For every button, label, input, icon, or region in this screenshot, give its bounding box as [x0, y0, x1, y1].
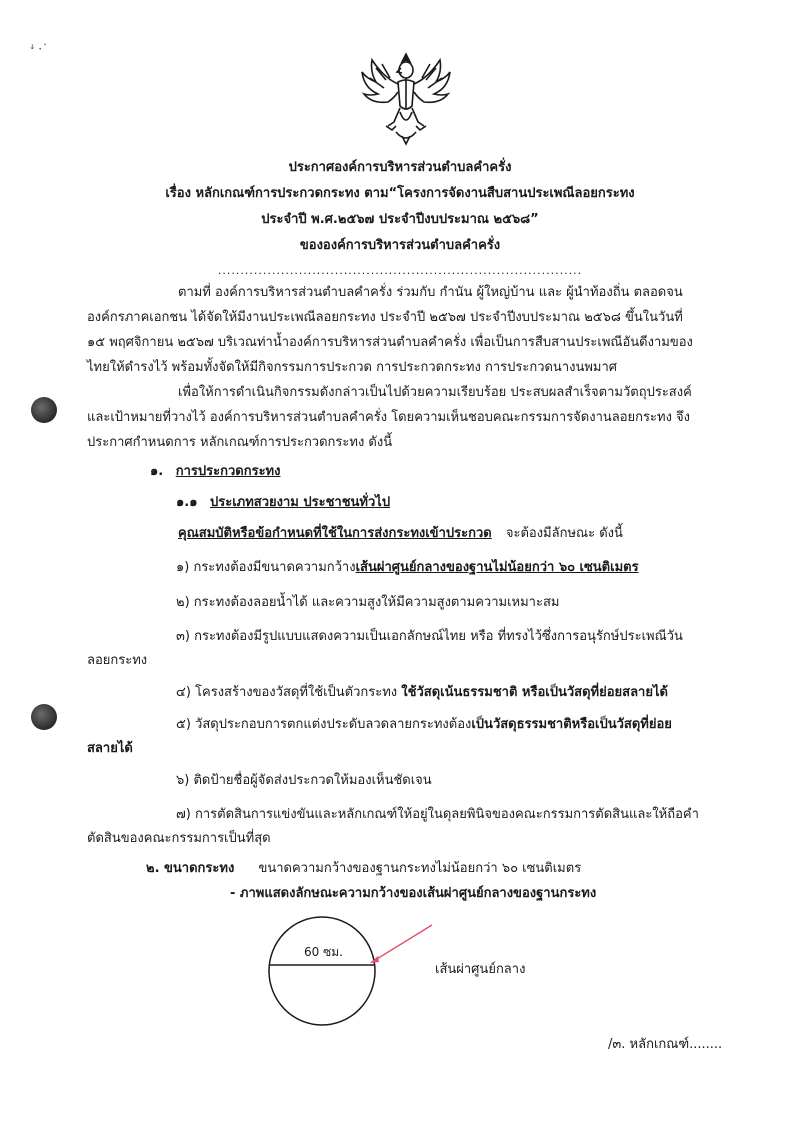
continuation-note: /๓. หลักเกณฑ์........: [608, 1037, 723, 1052]
criteria-item-1-emphasis: เส้นผ่าศูนย์กลางของฐานไม่น้อยกว่า ๖๐ เซนติเมตร: [355, 560, 639, 575]
section1-1-heading: [176, 494, 390, 512]
figure-caption: - ภาพแสดงลักษณะความกว้างของเส้นผ่าศูนย์กลางของฐานกระทง: [230, 886, 597, 901]
announcement-subject: เรื่อง หลักเกณฑ์การประกวดกระทง ตาม“โครงการจัดงานสืบสานประเพณีลอยกระทง: [165, 186, 635, 201]
criteria-item-1-text: ๑) กระทงต้องมีขนาดความกว้าง: [176, 560, 356, 575]
criteria-item-7-line2: ตัดสินของคณะกรรมการเป็นที่สุด: [87, 831, 271, 846]
diagram-measure-label: 60 ซม.: [304, 945, 343, 959]
announcement-title: ประกาศองค์การบริหารส่วนตำบลคำครั่ง: [288, 160, 512, 175]
intro-p2-line2: และเป้าหมายที่วางไว้ องค์การบริหารส่วนตำบลคำครั่ง โดยความเห็นชอบคณะกรรมการจัดงานลอยกระทง จึง: [87, 410, 691, 425]
section2-line: [146, 860, 581, 878]
criteria-item-5-emphasis: เป็นวัสดุธรรมชาติหรือเป็นวัสดุที่ย่อย: [471, 717, 672, 732]
announcement-year-line: ประจำปี พ.ศ.๒๕๖๗ ประจำปีงบประมาณ ๒๕๖๘”: [261, 212, 539, 227]
qualification-suffix: จะต้องมีลักษณะ ดังนี้: [505, 526, 623, 541]
criteria-item-2: ๒) กระทงต้องลอยน้ำได้ และความสูงให้มีความสูงตามความเหมาะสม: [176, 595, 560, 610]
scan-speck: ꜜ ·˙: [30, 42, 49, 56]
qualification-heading: [178, 525, 623, 543]
criteria-item-4-emphasis: ใช้วัสดุเน้นธรรมชาติ หรือเป็นวัสดุที่ย่อยสลายได้: [401, 685, 668, 700]
intro-p1-line1: ตามที่ องค์การบริหารส่วนตำบลคำครั่ง ร่วมกับ กำนัน ผู้ใหญ่บ้าน และ ผู้นำท้องถิ่น ตลอดจน: [178, 285, 683, 300]
intro-p1-line3: ๑๕ พฤศจิกายน ๒๕๖๗ บริเวณท่าน้ำองค์การบริหารส่วนตำบลคำครั่ง เพื่อเป็นการสืบสานประเพณีอันดีงามของ: [87, 335, 693, 350]
diagram-callout-label: เส้นผ่าศูนย์กลาง: [435, 962, 526, 977]
header-separator: .................................................................................: [217, 264, 583, 277]
garuda-emblem: [356, 48, 456, 148]
criteria-item-3-line1: ๓) กระทงต้องมีรูปแบบแสดงความเป็นเอกลักษณ์ไทย หรือ ที่ทรงไว้ซึ่งการอนุรักษ์ประเพณีวัน: [176, 629, 683, 644]
intro-p2-line1: เพื่อให้การดำเนินกิจกรรมดังกล่าวเป็นไปด้วยความเรียบร้อย ประสบผลสำเร็จตามวัตถุประสงค์: [178, 385, 692, 400]
criteria-item-6: ๖) ติดป้ายชื่อผู้จัดส่งประกวดให้มองเห็นชัดเจน: [176, 773, 432, 788]
intro-p2-line3: ประกาศกำหนดการ หลักเกณฑ์การประกวดกระทง ดังนี้: [87, 435, 393, 450]
qualification-title: คุณสมบัติหรือข้อกำหนดที่ใช้ในการส่งกระทงเข้าประกวด: [178, 526, 492, 541]
diameter-diagram: [260, 915, 460, 1030]
announcement-org-line: ขององค์การบริหารส่วนตำบลคำครั่ง: [299, 238, 501, 253]
section1-number: ๑.: [150, 464, 164, 479]
section1-1-title: ประเภทสวยงาม ประชาชนทั่วไป: [209, 495, 391, 510]
criteria-item-5-line1: [176, 716, 672, 734]
criteria-item-5-text: ๕) วัสดุประกอบการตกแต่งประดับลวดลายกระทงต้อง: [176, 717, 472, 732]
criteria-item-7-line1: ๗) การตัดสินการแข่งขันและหลักเกณฑ์ให้อยู่ในดุลยพินิจของคณะกรรมการตัดสินและให้ถือคำ: [176, 807, 699, 822]
section1-1-number: ๑.๑: [176, 495, 198, 510]
criteria-item-4: [176, 684, 668, 702]
punch-hole-top: [31, 397, 57, 423]
intro-p1-line2: องค์กรภาคเอกชน ได้จัดให้มีงานประเพณีลอยกระทง ประจำปี ๒๕๖๗ ประจำปีงบประมาณ ๒๕๖๘ ขึ้นในวันที่: [87, 310, 683, 325]
punch-hole-bottom: [31, 704, 57, 730]
section2-label: ๒. ขนาดกระทง: [146, 861, 235, 876]
callout-arrow: [372, 925, 432, 962]
criteria-item-1: [176, 559, 639, 577]
section2-text: ขนาดความกว้างของฐานกระทงไม่น้อยกว่า ๖๐ เซนติเมตร: [258, 861, 582, 876]
intro-p1-line4: ไทยให้ดำรงไว้ พร้อมทั้งจัดให้มีกิจกรรมการประกวด การประกวดกระทง การประกวดนางนพมาศ: [87, 360, 618, 375]
callout-arrowhead: [370, 956, 379, 963]
section1-heading: [150, 463, 280, 481]
criteria-item-3-line2: ลอยกระทง: [87, 653, 148, 668]
criteria-item-4-text: ๔) โครงสร้างของวัสดุที่ใช้เป็นตัวกระทง: [176, 685, 398, 700]
section1-title: การประกวดกระทง: [175, 464, 281, 479]
krathong-base-circle: [269, 917, 375, 1025]
criteria-item-5-line2: สลายได้: [87, 741, 133, 756]
